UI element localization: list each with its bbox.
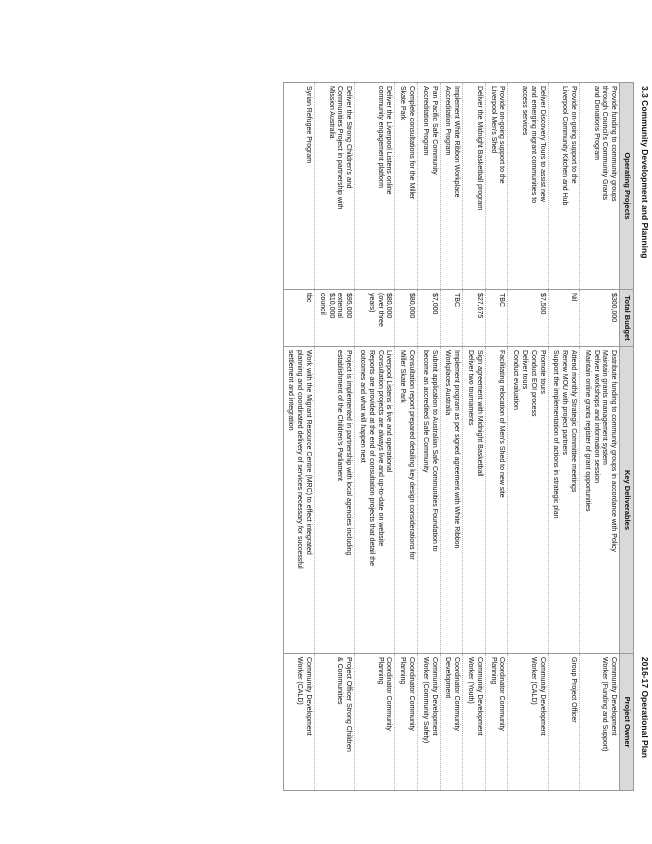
operational-plan-table bbox=[283, 82, 634, 791]
cell-project-owner bbox=[418, 654, 441, 791]
cell-total-budget-line: $27,675 bbox=[475, 293, 483, 319]
cell-key-deliverables-line: planning and coordinated delivery of services necessary for successful bbox=[296, 350, 304, 569]
cell-total-budget bbox=[418, 290, 441, 347]
table-row bbox=[580, 83, 620, 791]
section-title: 3.3 Community Development and Planning bbox=[640, 86, 650, 259]
cell-key-deliverables-line: Miller Skate Park bbox=[399, 350, 407, 403]
cell-project-owner-line: Worker (Funding and Support) bbox=[601, 657, 609, 752]
cell-total-budget-line: $80,000 bbox=[408, 293, 416, 319]
cell-project-owner bbox=[485, 654, 508, 791]
cell-project-owner-line: Group Project Officer bbox=[570, 657, 578, 723]
table-row bbox=[485, 83, 508, 791]
cell-total-budget-line: (over three bbox=[376, 293, 384, 327]
cell-operating-project-line: access services bbox=[521, 86, 529, 136]
cell-project-owner-line: Project Officer Strong Children bbox=[345, 657, 353, 752]
cell-key-deliverables-line: Project is implemented in partnership with local agencies including bbox=[345, 350, 353, 556]
cell-project-owner bbox=[508, 654, 548, 791]
table-row bbox=[418, 83, 441, 791]
cell-key-deliverables bbox=[508, 347, 548, 654]
cell-key-deliverables-line: Conduct evaluation bbox=[512, 350, 520, 410]
cell-key-deliverables-line: establishment of the Children's Parliament bbox=[336, 350, 344, 481]
cell-project-owner-line: Worker (Community Safety) bbox=[421, 657, 429, 744]
table-row bbox=[283, 83, 314, 791]
table-row bbox=[463, 83, 486, 791]
cell-project-owner-line: Community Development bbox=[430, 657, 438, 736]
cell-project-owner bbox=[283, 654, 314, 791]
cell-key-deliverables-line: Reports are provided at the end of consultation projects that detail the bbox=[367, 350, 375, 566]
cell-total-budget-line: $95,000 bbox=[345, 293, 353, 319]
table-row bbox=[508, 83, 548, 791]
cell-operating-project-line: Skate Park bbox=[399, 86, 407, 121]
cell-project-owner-line: Planning bbox=[489, 657, 497, 685]
cell-project-owner-line: Community Development bbox=[610, 657, 618, 736]
cell-operating-project bbox=[548, 83, 579, 290]
cell-key-deliverables-line: settlement and integration bbox=[287, 350, 295, 431]
cell-operating-project-line: Liverpool Community Kitchen and Hub bbox=[561, 86, 569, 206]
cell-operating-project-line: through Council's Community Grants bbox=[601, 86, 609, 201]
cell-key-deliverables bbox=[580, 347, 620, 654]
cell-key-deliverables bbox=[355, 347, 395, 654]
cell-project-owner-line: Worker (Youth) bbox=[467, 657, 475, 704]
cell-operating-project bbox=[485, 83, 508, 290]
page-header bbox=[636, 82, 652, 762]
cell-operating-project bbox=[355, 83, 395, 290]
cell-key-deliverables-line: Implement program as per signed agreement with White Ribbon bbox=[453, 350, 461, 549]
column-header-key-deliverables: Key Deliverables bbox=[620, 347, 634, 654]
cell-project-owner bbox=[580, 654, 620, 791]
cell-key-deliverables bbox=[548, 347, 579, 654]
cell-total-budget bbox=[440, 290, 463, 347]
cell-total-budget bbox=[463, 290, 486, 347]
cell-key-deliverables bbox=[283, 347, 314, 654]
cell-project-owner-line: Coordinator Community bbox=[498, 657, 506, 731]
cell-key-deliverables-line: Support the implementation of actions in strategic plan bbox=[552, 350, 560, 519]
cell-operating-project-line: Pan Pacific Safe Community bbox=[430, 86, 438, 175]
cell-project-owner-line: Development bbox=[444, 657, 452, 699]
cell-operating-project bbox=[508, 83, 548, 290]
table-row bbox=[395, 83, 418, 791]
column-header-operating-projects: Operating Projects bbox=[620, 83, 634, 290]
cell-key-deliverables-line: Facilitating relocation of Men's Shed to new site bbox=[498, 350, 506, 498]
cell-total-budget-line: $7,500 bbox=[538, 293, 546, 315]
cell-project-owner-line: Coordinator Community bbox=[453, 657, 461, 731]
cell-total-budget-line: TBC bbox=[498, 293, 506, 307]
cell-key-deliverables-line: outcomes and what will happen next bbox=[359, 350, 367, 463]
cell-key-deliverables-line: Promote tours bbox=[538, 350, 546, 394]
cell-total-budget-line: years) bbox=[367, 293, 375, 313]
cell-operating-project-line: Implement White Ribbon Workplace bbox=[453, 86, 461, 198]
cell-project-owner bbox=[355, 654, 395, 791]
cell-key-deliverables-line: Workplaces Australia bbox=[444, 350, 452, 416]
cell-total-budget-line: TBC bbox=[453, 293, 461, 307]
cell-key-deliverables bbox=[440, 347, 463, 654]
column-header-project-owner: Project Owner bbox=[620, 654, 634, 791]
cell-operating-project-line: Provide on-going support to the bbox=[570, 86, 578, 184]
cell-operating-project-line: Accreditation Program bbox=[444, 86, 452, 156]
cell-operating-project-line: Liverpool Men's Shed bbox=[489, 86, 497, 154]
rotated-page bbox=[165, 82, 652, 762]
cell-operating-project-line: Deliver the Liverpool Listens online bbox=[385, 86, 393, 195]
cell-total-budget-line: Nil bbox=[570, 293, 578, 302]
cell-operating-project-line: Provide funding to community groups bbox=[610, 86, 618, 202]
cell-total-budget bbox=[580, 290, 620, 347]
cell-operating-project bbox=[283, 83, 314, 290]
cell-project-owner-line: Community Development bbox=[305, 657, 313, 736]
cell-operating-project-line: Complete consultations for the Miller bbox=[408, 86, 416, 200]
cell-operating-project-line: Provide on-going support to the bbox=[498, 86, 506, 184]
cell-operating-project-line: Mission Australia bbox=[327, 86, 335, 139]
cell-key-deliverables bbox=[315, 347, 355, 654]
cell-key-deliverables-line: Distribute funding to community groups in accordance with Policy bbox=[610, 350, 618, 552]
cell-project-owner-line: Worker (CALD) bbox=[529, 657, 537, 705]
cell-key-deliverables bbox=[395, 347, 418, 654]
cell-key-deliverables-line: become an accredited Safe Community bbox=[421, 350, 429, 473]
table-row bbox=[440, 83, 463, 791]
cell-project-owner-line: Planning bbox=[376, 657, 384, 685]
cell-total-budget-line: $7,000 bbox=[430, 293, 438, 315]
table-row bbox=[355, 83, 395, 791]
cell-project-owner-line: & Communities bbox=[336, 657, 344, 705]
cell-operating-project bbox=[418, 83, 441, 290]
cell-key-deliverables-line: Conduct EOI process bbox=[529, 350, 537, 417]
cell-operating-project-line: Deliver the Strong Children's and bbox=[345, 86, 353, 189]
cell-key-deliverables-line: Maintain grants management system bbox=[601, 350, 609, 465]
cell-key-deliverables bbox=[418, 347, 441, 654]
cell-total-budget bbox=[508, 290, 548, 347]
cell-project-owner bbox=[548, 654, 579, 791]
cell-key-deliverables bbox=[485, 347, 508, 654]
cell-project-owner-line: Coordinator Community bbox=[408, 657, 416, 731]
cell-project-owner bbox=[440, 654, 463, 791]
cell-key-deliverables-line: Maintain online grants register of grant opportunities bbox=[583, 350, 591, 512]
cell-operating-project-line: Communities Project in partnership with bbox=[336, 86, 344, 210]
cell-operating-project-line: and Donations Program bbox=[592, 86, 600, 160]
column-header-total-budget: Total Budget bbox=[620, 290, 634, 347]
cell-operating-project bbox=[463, 83, 486, 290]
cell-project-owner bbox=[315, 654, 355, 791]
cell-operating-project-line: community engagement platform bbox=[376, 86, 384, 188]
cell-operating-project bbox=[440, 83, 463, 290]
plan-title: 2016-17 Operational Plan bbox=[640, 656, 650, 758]
cell-total-budget bbox=[485, 290, 508, 347]
cell-project-owner-line: Community Development bbox=[538, 657, 546, 736]
table-header-row bbox=[620, 83, 634, 791]
cell-operating-project bbox=[315, 83, 355, 290]
cell-key-deliverables-line: Liverpool Listens is live and operational bbox=[385, 350, 393, 473]
cell-key-deliverables-line: Consultation report prepared detailing key design considerations for bbox=[408, 350, 416, 560]
cell-total-budget bbox=[315, 290, 355, 347]
cell-project-owner-line: Planning bbox=[399, 657, 407, 685]
cell-total-budget-line: $10,000 bbox=[327, 293, 335, 319]
cell-operating-project bbox=[580, 83, 620, 290]
cell-project-owner-line: Coordinator Community bbox=[385, 657, 393, 731]
cell-project-owner bbox=[463, 654, 486, 791]
cell-total-budget-line: $80,000 bbox=[385, 293, 393, 319]
cell-operating-project-line: Accreditation Program bbox=[421, 86, 429, 156]
cell-key-deliverables-line: Deliver two tournaments bbox=[467, 350, 475, 426]
table-body bbox=[283, 83, 620, 791]
cell-project-owner-line: Worker (CALD) bbox=[296, 657, 304, 705]
cell-total-budget bbox=[355, 290, 395, 347]
cell-total-budget-line: $300,000 bbox=[610, 293, 618, 323]
cell-key-deliverables-line: Submit application to Australian Safe Communities Foundation to bbox=[430, 350, 438, 552]
cell-operating-project-line: Deliver the Midnight Basketball program bbox=[475, 86, 483, 211]
table-row bbox=[548, 83, 579, 791]
cell-key-deliverables bbox=[463, 347, 486, 654]
cell-key-deliverables-line: Deliver tours bbox=[521, 350, 529, 390]
cell-total-budget bbox=[548, 290, 579, 347]
cell-key-deliverables-line: Work with the Migrant Resource Centre (MRC) to effect integrated bbox=[305, 350, 313, 555]
cell-total-budget bbox=[395, 290, 418, 347]
cell-total-budget-line: tbc bbox=[305, 293, 313, 303]
cell-key-deliverables-line: Sign agreement with Midnight Basketball bbox=[475, 350, 483, 477]
cell-operating-project-line: Deliver Discovery Tours to assist new bbox=[538, 86, 546, 202]
cell-total-budget-line: external bbox=[336, 293, 344, 318]
cell-key-deliverables-line: Deliver workshops and information session bbox=[592, 350, 600, 484]
cell-operating-project-line: and emerging migrant communities to bbox=[529, 86, 537, 204]
cell-total-budget bbox=[283, 290, 314, 347]
cell-operating-project bbox=[395, 83, 418, 290]
cell-key-deliverables-line: Attend monthly Strategic Committee meetings bbox=[570, 350, 578, 493]
cell-project-owner bbox=[395, 654, 418, 791]
cell-operating-project-line: Syrian Refugee Program bbox=[305, 86, 313, 164]
cell-key-deliverables-line: Renew MOU with project partners bbox=[561, 350, 569, 456]
cell-project-owner-line: Community Development bbox=[475, 657, 483, 736]
cell-key-deliverables-line: Consultation projects are always live and up-to-date on website bbox=[376, 350, 384, 547]
table-row bbox=[315, 83, 355, 791]
cell-total-budget-line: council bbox=[318, 293, 326, 315]
